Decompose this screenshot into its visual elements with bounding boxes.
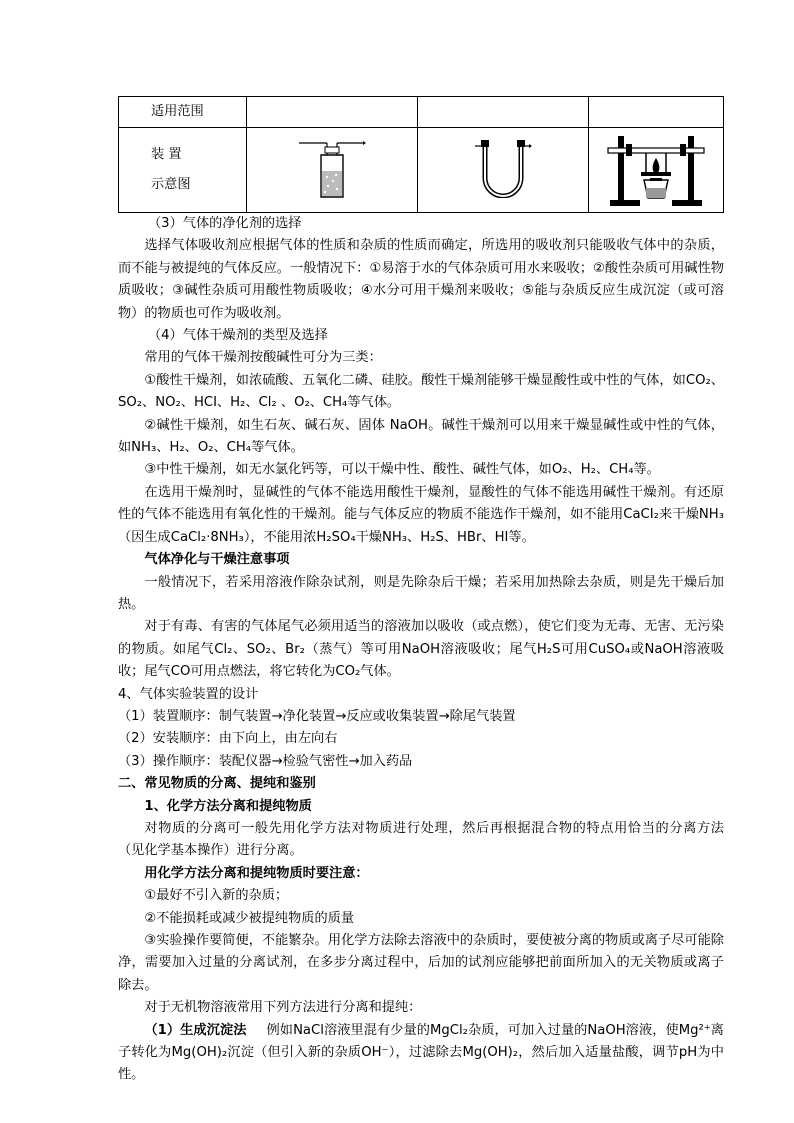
note-1: ①最好不引入新的杂质； (144, 888, 289, 904)
paragraph-precipitation (118, 1020, 724, 1087)
empty-cell (418, 97, 589, 128)
heating-apparatus-cell (589, 128, 724, 213)
apparatus-table (118, 96, 724, 213)
step-apparatus-order: （1）装置顺序：制气装置→净化装置→反应或收集装置→除尾气装置 (118, 708, 516, 724)
heading-attention: 用化学方法分离和提纯物质时要注意： (144, 865, 369, 881)
step-install-order: （2）安装顺序：由下向上，由左向右 (118, 731, 338, 747)
paragraph-absorbent: 选择气体吸收剂应根据气体的性质和杂质的性质而确定，所选用的吸收剂只能吸收气体中的杂质，而不能与被提纯的气体反应。一般情况下：①易溶于水的气体杂质可用水来吸收；②酸性杂质可用碱性物质吸收；③碱性杂质可用酸性物质吸收；④水分可用干燥剂来吸收；⑤能与杂质反应生成沉淀（或可溶物）的物质也可作为吸收剂。 (118, 238, 724, 321)
paragraph-inorganic: 对于无机物溶液常用下列方法进行分离和提纯： (144, 1000, 422, 1016)
heading-separation: 二、常见物质的分离、提纯和鉴别 (118, 776, 316, 792)
heated-tube-apparatus-icon (606, 128, 706, 208)
note-2: ②不能损耗或减少被提纯物质的质量 (144, 910, 355, 926)
method-precipitation-label: （1）生成沉淀法 (144, 1022, 247, 1038)
paragraph-chemical-methods: 对物质的分离可一般先用化学方法对物质进行处理，然后再根据混合物的特点用恰当的分离方法（见化学基本操作）进行分离。 (118, 820, 724, 859)
text-body (118, 213, 724, 1087)
u-tube-icon (473, 138, 533, 198)
paragraph-order: 一般情况下，若采用溶液作除杂试剂，则是先除杂后干燥；若采用加热除去杂质，则是先干燥后加热。 (118, 574, 724, 612)
step-operation-order: （3）操作顺序：装配仪器→检验气密性→加入药品 (118, 753, 413, 769)
heading-purifier: （3）气体的净化剂的选择 (148, 216, 302, 231)
method-precipitation-text: 例如NaCl溶液里混有少量的MgCl₂杂质，可加入过量的NaOH溶液，使Mg²⁺离子转化为Mg(OH)₂沉淀（但引入新的杂质OH⁻），过滤除去Mg(OH)₂，然后加入适量盐酸，调节pH为中性。 (118, 1022, 724, 1083)
paragraph-desiccant-choice: 在选用干燥剂时，显碱性的气体不能选用酸性干燥剂，显酸性的气体不能选用碱性干燥剂。有还原性的气体不能选用有氧化性的干燥剂。能与气体反应的物质不能选作干燥剂，如不能用CaCI₂来干燥NH₃（因生成CaCl₂·8NH₃），不能用浓H₂SO₄干燥NH₃、H₂S、HBr、HI等。 (118, 484, 724, 545)
heading-notes: 气体净化与干燥注意事项 (144, 552, 290, 568)
paragraph-basic-desiccant: ②碱性干燥剂，如生石灰、碱石灰、固体 NaOH。碱性干燥剂可以用来干燥显碱性或中性的气体，如NH₃、H₂、O₂、CH₄等气体。 (118, 417, 724, 456)
heading-apparatus-design: 4、气体实验装置的设计 (118, 686, 259, 702)
paragraph-desiccant-types: 常用的气体干燥剂按酸碱性可分为三类： (144, 350, 382, 366)
heading-desiccant: （4）气体干燥剂的类型及选择 (148, 328, 328, 344)
paragraph-neutral-desiccant: ③中性干燥剂，如无水氯化钙等，可以干燥中性、酸性、碱性气体，如O₂、H₂、CH₄等。 (144, 462, 660, 478)
heading-chemical-methods: 1、化学方法分离和提纯物质 (144, 798, 312, 814)
gas-washing-bottle-cell (247, 128, 418, 213)
paragraph-acidic-desiccant: ①酸性干燥剂，如浓硫酸、五氧化二磷、硅胶。酸性干燥剂能够干燥显酸性或中性的气体，如CO₂、SO₂、NO₂、HCI、H₂、Cl₂ 、O₂、CH₄等气体。 (118, 372, 724, 411)
empty-cell (247, 97, 418, 128)
empty-cell (589, 97, 724, 128)
document-page (118, 96, 724, 1087)
gas-washing-bottle-icon (297, 133, 367, 203)
paragraph-tail-gas: 对于有毒、有害的气体尾气必须用适当的溶液加以吸收（或点燃），使它们变为无毒、无害、无污染的物质。如尾气Cl₂、SO₂、Br₂（蒸气）等可用NaOH溶液吸收；尾气H₂S可用CuSO₄或NaOH溶液吸收；尾气CO可用点燃法，将它转化为CO₂气体。 (118, 619, 724, 680)
diagram-label (119, 128, 247, 213)
diagram-label-line2: 示意图 (151, 177, 191, 192)
diagram-label-line1: 装 置 (151, 147, 182, 162)
u-tube-cell (418, 128, 589, 213)
scope-label: 适用范围 (119, 97, 247, 128)
note-3: ③实验操作要简便，不能繁杂。用化学方法除去溶液中的杂质时，要使被分离的物质或离子尽可能除净，需要加入过量的分离试剂，在多步分离过程中，后加的试剂应能够把前面所加入的无关物质或离子除去。 (118, 933, 724, 993)
